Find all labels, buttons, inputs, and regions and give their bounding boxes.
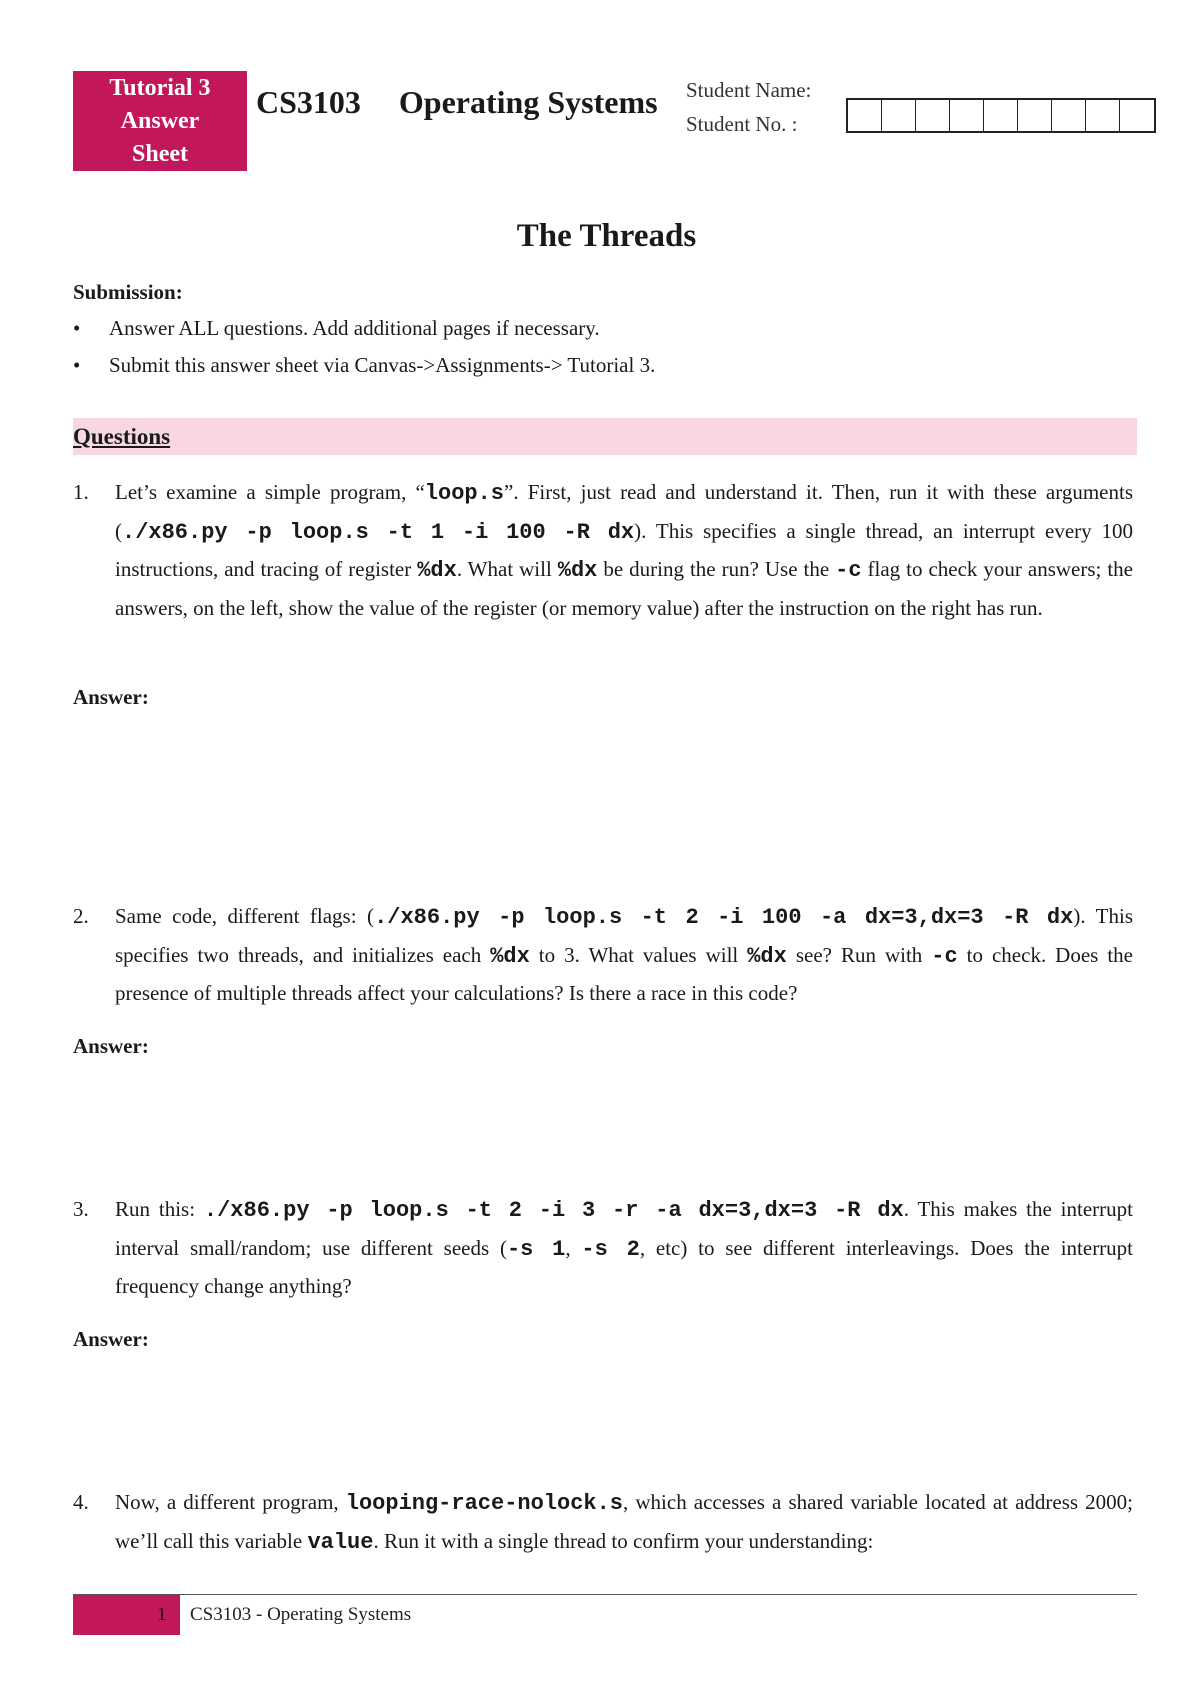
inline-code: -c (835, 558, 862, 584)
inline-code: -c (931, 943, 958, 969)
question-number: 3. (73, 1197, 89, 1221)
footer-rule (73, 1594, 1137, 1595)
question-text-segment: to check. Does the presence of multiple threads affect your calculations? Is there a race in this code? (115, 942, 1133, 1006)
course-heading (256, 84, 658, 121)
bullet-text: Answer ALL questions. Add additional pages if necessary. (109, 316, 600, 340)
student-info (686, 73, 811, 141)
tag-line-2: Answer (120, 107, 200, 134)
question-text-segment: see? Run with (786, 942, 932, 967)
student-no-boxes[interactable] (846, 98, 1156, 133)
inline-code: %dx (557, 558, 598, 584)
bullet-dot: • (73, 353, 81, 377)
student-no-digit-box[interactable] (1018, 100, 1052, 131)
question-text (115, 898, 1133, 1012)
submission-bullet (73, 353, 655, 378)
inline-code: ./x86.py -p loop.s -t 1 -i 100 -R dx (122, 519, 635, 545)
course-code: CS3103 (256, 84, 361, 120)
bullet-text: Submit this answer sheet via Canvas->Assignments-> Tutorial 3. (109, 353, 656, 377)
inline-code: -s 2 (581, 1236, 640, 1262)
student-no-digit-box[interactable] (848, 100, 882, 131)
inline-code: looping-race-nolock.s (345, 1491, 624, 1516)
question-3 (73, 1191, 1133, 1305)
inline-code: ./x86.py -p loop.s -t 2 -i 3 -r -a dx=3,dx=3 -R dx (203, 1198, 904, 1223)
question-text-segment: Run this: (115, 1197, 204, 1221)
question-text-segment: flag to check your answers; the answers, on the left, show the value of the register (or memory value) after the instruction on the right has run. (115, 557, 1133, 620)
question-text-segment: ). This specifies two threads, and initializes each (115, 904, 1134, 967)
question-2 (73, 898, 1133, 1012)
question-text-segment: be during the run? Use the (597, 557, 836, 582)
inline-code: value (307, 1529, 374, 1555)
student-no-digit-box[interactable] (984, 100, 1018, 131)
footer-text: CS3103 - Operating Systems (190, 1604, 412, 1625)
question-text-segment: . Run it with a single thread to confirm your understanding: (373, 1528, 874, 1553)
tutorial-tag (73, 71, 247, 171)
questions-band (73, 418, 1137, 455)
answer-label: Answer: (73, 1034, 149, 1058)
student-no-label: Student No. : (686, 112, 798, 136)
inline-code: %dx (417, 558, 457, 584)
student-no-digit-box[interactable] (1120, 100, 1154, 131)
student-no-digit-box[interactable] (1052, 100, 1086, 131)
inline-code: loop.s (424, 481, 505, 506)
question-text-segment: , which accesses a shared variable located at address 2000; we’ll call this variable (115, 1490, 1134, 1553)
tag-line-1: Tutorial 3 (109, 74, 211, 101)
question-text-segment: , etc) to see different interleavings. Does the interrupt frequency change anything? (115, 1235, 1134, 1299)
student-no-digit-box[interactable] (916, 100, 950, 131)
question-number: 1. (73, 480, 89, 504)
bullet-dot: • (73, 316, 81, 340)
question-text-segment: Now, a different program, (115, 1490, 346, 1514)
question-text-segment: Let’s examine a simple program, “ (115, 480, 425, 504)
question-text-segment: Same code, different flags: ( (115, 904, 375, 928)
answer-label: Answer: (73, 1327, 149, 1351)
tag-line-3: Sheet (132, 140, 188, 167)
question-text-segment: . This makes the interrupt interval small/random; use different seeds ( (115, 1197, 1133, 1260)
questions-heading: Questions (73, 424, 171, 449)
question-text-segment: , (565, 1235, 582, 1260)
page-number: 1 (157, 1604, 167, 1625)
submission-bullet (73, 316, 600, 341)
student-no-digit-box[interactable] (950, 100, 984, 131)
question-text-segment: to 3. What values will (529, 942, 748, 967)
question-text-segment: ”. First, just read and understand it. Then, run it with these arguments ( (115, 480, 1134, 543)
student-no-digit-box[interactable] (882, 100, 916, 131)
question-number: 2. (73, 904, 89, 928)
course-name: Operating Systems (398, 84, 658, 120)
student-no-digit-box[interactable] (1086, 100, 1120, 131)
inline-code: %dx (490, 943, 530, 969)
question-1 (73, 474, 1133, 626)
inline-code: %dx (747, 943, 787, 969)
question-text-segment: ). This specifies a single thread, an interrupt every 100 instructions, and tracing of register (115, 518, 1133, 582)
question-text (115, 474, 1133, 626)
inline-code: -s 1 (506, 1236, 566, 1262)
submission-heading: Submission: (73, 280, 183, 304)
question-text (115, 1191, 1133, 1305)
question-text (115, 1484, 1133, 1561)
question-number: 4. (73, 1490, 89, 1514)
question-text-segment: . What will (456, 557, 558, 582)
answer-label: Answer: (73, 685, 149, 709)
question-4 (73, 1484, 1133, 1561)
inline-code: ./x86.py -p loop.s -t 2 -i 100 -a dx=3,dx=3 -R dx (374, 905, 1074, 930)
page-title: The Threads (516, 218, 697, 254)
student-name-label: Student Name: (686, 78, 812, 102)
